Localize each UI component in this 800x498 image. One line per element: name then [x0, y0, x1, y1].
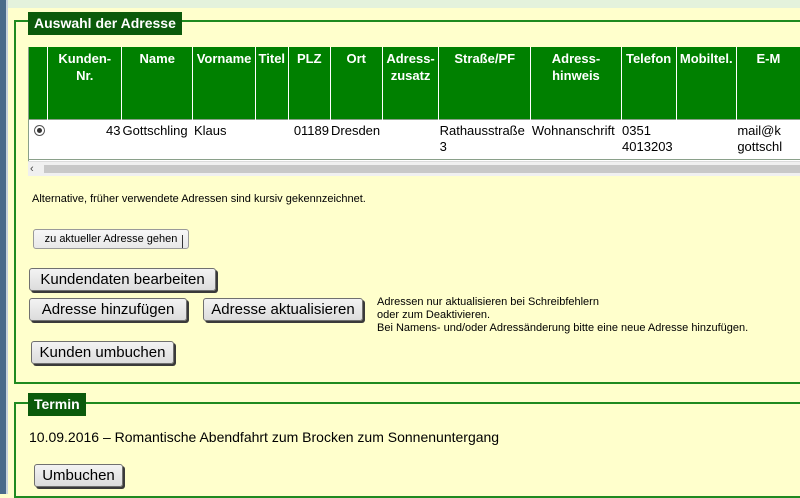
city-cell: Dresden [330, 119, 383, 159]
mobile-cell [676, 119, 736, 159]
column-header-email[interactable]: E-M [736, 47, 800, 119]
street-line: 3 [439, 138, 447, 154]
update-address-button[interactable]: Adresse aktualisieren [203, 298, 363, 321]
row-radio-button[interactable] [34, 125, 45, 136]
edit-customer-data-button[interactable]: Kundendaten bearbeiten [29, 268, 216, 291]
customer-number-cell: 43 [48, 119, 122, 159]
column-header-title[interactable]: Titel [255, 47, 288, 119]
column-header-address-hint[interactable]: Adress-hinweis [531, 47, 621, 119]
column-header-mobile[interactable]: Mobiltel. [676, 47, 736, 119]
title-cell [255, 119, 288, 159]
phone-line: 4013203 [622, 138, 673, 154]
hint-line: Bei Namens- und/oder Adressänderung bitte eine neue Adresse hinzufügen. [377, 322, 749, 334]
address-table-container [28, 47, 800, 174]
top-band [8, 0, 800, 8]
first-name-cell: Klaus [193, 119, 255, 159]
scroll-left-icon[interactable]: ‹ [30, 163, 34, 175]
table-header-row [29, 47, 800, 119]
table-row[interactable] [29, 119, 800, 159]
update-address-hint [377, 296, 748, 335]
column-header-street[interactable]: Straße/PF [439, 47, 531, 119]
address-hint-cell: Wohnanschrift [531, 119, 621, 159]
column-header-address-addition[interactable]: Adress-zusatz [383, 47, 439, 119]
email-line: mail@k [737, 122, 781, 138]
name-cell: Gottschling [122, 119, 193, 159]
text-cursor [182, 235, 183, 248]
appointment-description: 10.09.2016 – Romantische Abendfahrt zum Brocken zum Sonnenuntergang [29, 429, 500, 445]
column-header-select [29, 47, 48, 119]
hint-line: Adressen nur aktualisieren bei Schreibfehlern [377, 296, 599, 308]
appointment-section [14, 402, 800, 498]
address-table [29, 47, 800, 160]
phone-cell [621, 119, 676, 159]
appointment-section-title: Termin [28, 393, 86, 416]
email-cell [736, 119, 800, 159]
phone-line: 0351 [622, 122, 651, 138]
hint-line: oder zum Deaktivieren. [377, 309, 491, 321]
window-left-edge-highlight [6, 0, 8, 494]
go-to-current-address-button[interactable]: zu aktueller Adresse gehen [33, 229, 189, 249]
horizontal-scrollbar[interactable] [28, 161, 800, 176]
column-header-city[interactable]: Ort [330, 47, 383, 119]
scrollbar-thumb[interactable] [44, 165, 800, 173]
add-address-button[interactable]: Adresse hinzufügen [29, 298, 187, 321]
row-select-cell[interactable] [29, 119, 48, 159]
rebook-button[interactable]: Umbuchen [34, 464, 123, 487]
rebook-customer-button[interactable]: Kunden umbuchen [31, 341, 174, 364]
alternative-address-note: Alternative, früher verwendete Adressen sind kursiv gekennzeichnet. [32, 193, 366, 205]
address-section-title: Auswahl der Adresse [28, 12, 182, 35]
column-header-customer-number[interactable]: Kunden-Nr. [48, 47, 122, 119]
column-header-name[interactable]: Name [122, 47, 193, 119]
zip-cell: 01189 [288, 119, 330, 159]
column-header-phone[interactable]: Telefon [621, 47, 676, 119]
street-line: Rathausstraße [439, 122, 525, 138]
address-addition-cell [383, 119, 439, 159]
column-header-zip[interactable]: PLZ [288, 47, 330, 119]
street-cell [439, 119, 531, 159]
email-line: gottschl [737, 138, 783, 154]
column-header-first-name[interactable]: Vorname [193, 47, 255, 119]
